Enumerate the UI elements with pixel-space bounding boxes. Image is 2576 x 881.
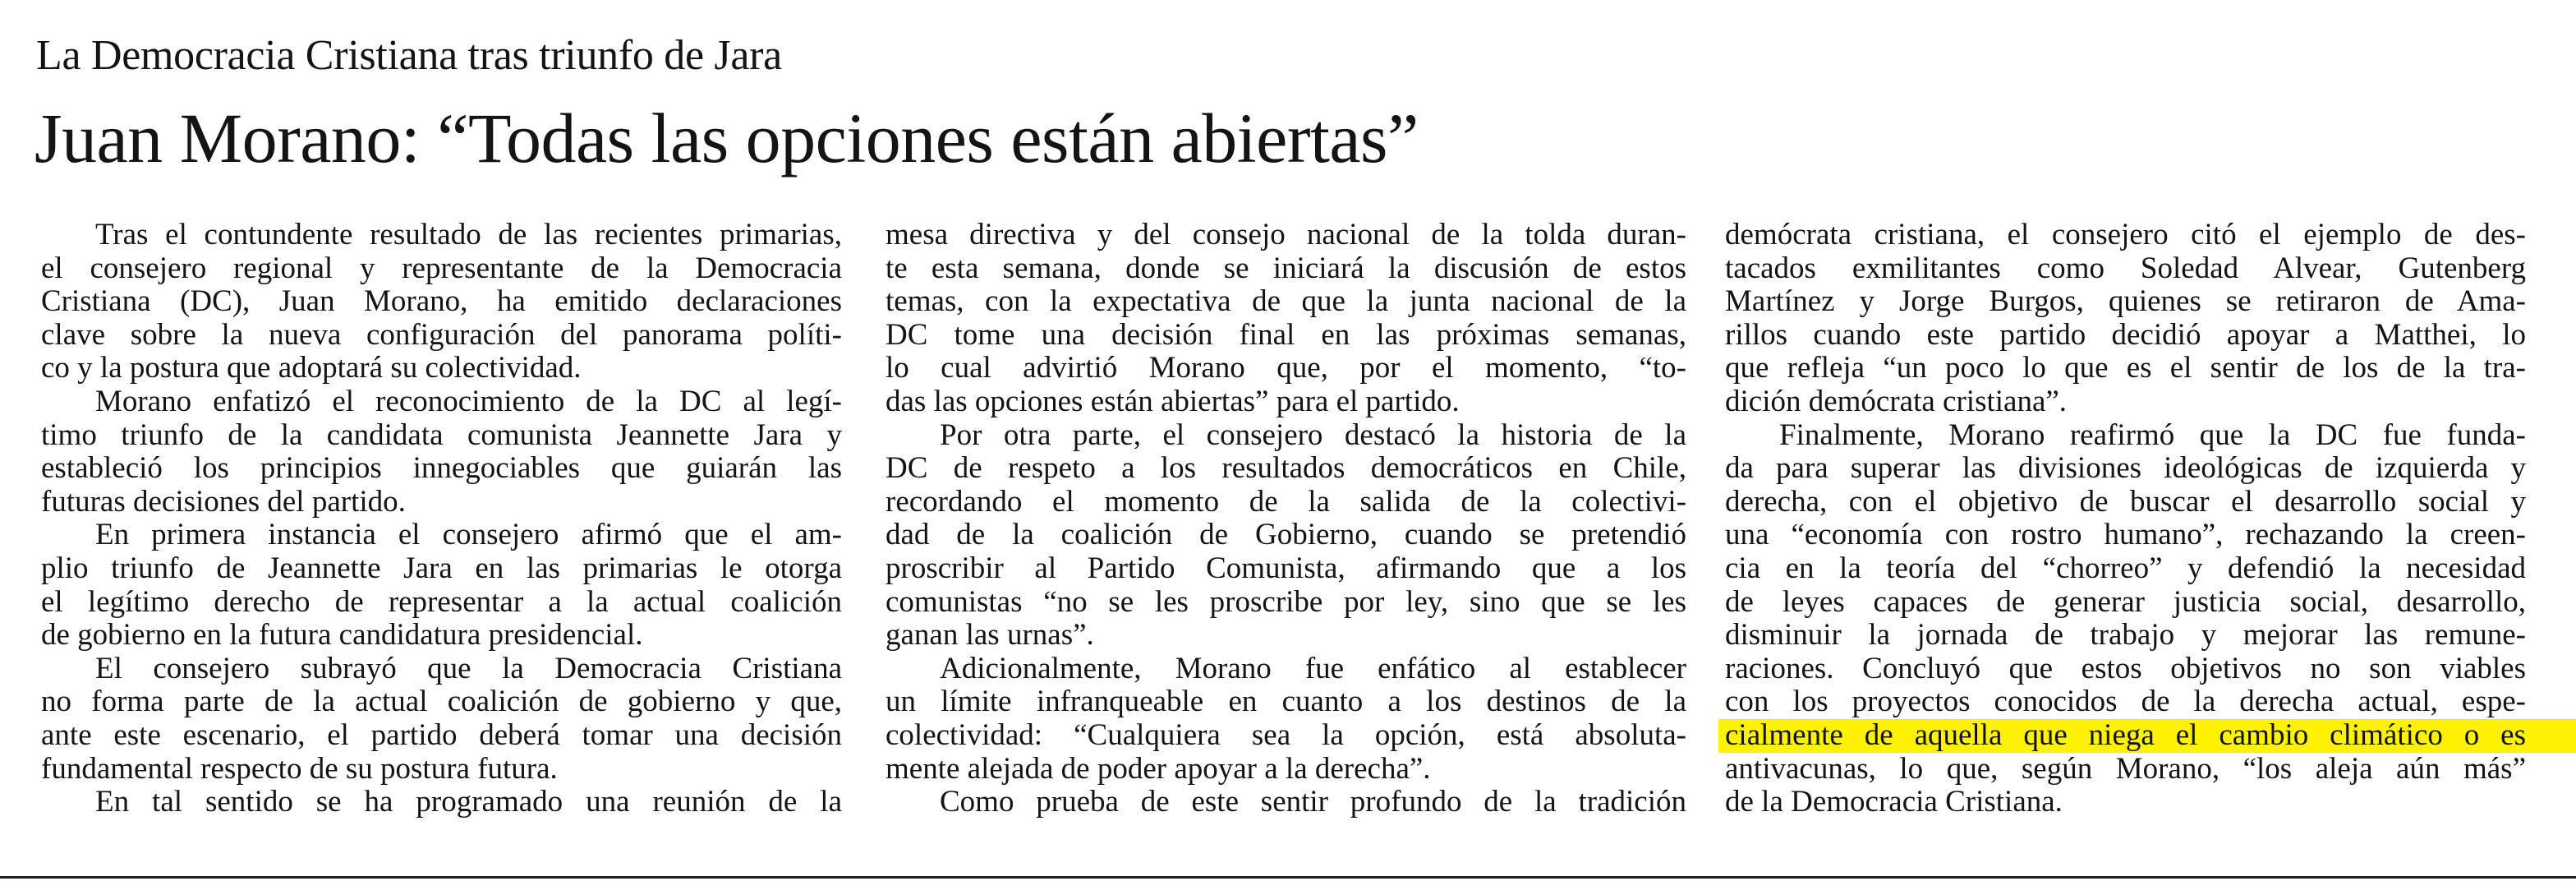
text-line: Cristiana (DC), Juan Morano, ha emitido declaraciones (41, 285, 842, 319)
text-line: dad de la coalición de Gobierno, cuando se pretendió (886, 519, 1686, 552)
article-column-1 (41, 219, 842, 819)
text-line: clave sobre la nueva configuración del panorama políti- (41, 318, 842, 352)
text-line: lo cual advirtió Morano que, por el momento, “to- (886, 352, 1686, 385)
text-line: temas, con la expectativa de que la junta nacional de la (886, 285, 1686, 319)
article-headline: Juan Morano: “Todas las opciones están abiertas” (34, 99, 1419, 178)
bottom-rule (0, 876, 2576, 879)
text-line: En tal sentido se ha programado una reunión de la (95, 786, 842, 819)
text-line: DC tome una decisión final en las próximas semanas, (886, 318, 1686, 352)
text-line: estableció los principios innegociables que guiarán las (41, 452, 842, 486)
text-line: Morano enfatizó el reconocimiento de la DC al legí- (95, 385, 842, 418)
text-line: raciones. Concluyó que estos objetivos no son viables (1725, 652, 2526, 685)
article-column-2 (886, 219, 1686, 819)
article-kicker: La Democracia Cristiana tras triunfo de Jara (36, 32, 782, 79)
text-line: Como prueba de este sentir profundo de la tradición (940, 786, 1686, 819)
text-line: cia en la teoría del “chorreo” y defendió la necesidad (1725, 551, 2526, 585)
text-line: un límite infranqueable en cuanto a los destinos de la (886, 685, 1686, 719)
text-line: mente alejada de poder apoyar a la derecha”. (886, 752, 1431, 786)
text-line: Martínez y Jorge Burgos, quienes se retiraron de Ama- (1725, 285, 2526, 319)
text-line: Tras el contundente resultado de las recientes primarias, (95, 219, 842, 251)
text-line: el legítimo derecho de representar a la actual coalición (41, 585, 842, 619)
text-line: Finalmente, Morano reafirmó que la DC fue funda- (1779, 418, 2526, 452)
text-line: timo triunfo de la candidata comunista Jeannette Jara y (41, 418, 842, 452)
text-line: colectividad: “Cualquiera sea la opción, está absoluta- (886, 718, 1686, 752)
text-line: das las opciones están abiertas” para el partido. (886, 385, 1460, 418)
text-line: recordando el momento de la salida de la colectivi- (886, 485, 1686, 519)
text-line: ante este escenario, el partido deberá tomar una decisión (41, 718, 842, 752)
text-line: demócrata cristiana, el consejero citó el ejemplo de des- (1725, 219, 2526, 251)
text-line: de la Democracia Cristiana. (1725, 786, 2063, 819)
text-line: Por otra parte, el consejero destacó la historia de la (940, 418, 1686, 452)
text-line: co y la postura que adoptará su colectividad. (41, 352, 582, 385)
text-line: mesa directiva y del consejo nacional de la tolda duran- (886, 219, 1686, 251)
highlighted-text-line: cialmente de aquella que niega el cambio climático o es (1718, 719, 2576, 753)
text-line: derecha, con el objetivo de buscar el desarrollo social y (1725, 485, 2526, 519)
article-column-3 (1725, 219, 2526, 819)
text-line: una “economía con rostro humano”, rechazando la creen- (1725, 519, 2526, 552)
text-line: futuras decisiones del partido. (41, 485, 406, 519)
text-line: el consejero regional y representante de la Democracia (41, 251, 842, 285)
text-line: con los proyectos conocidos de la derecha actual, espe- (1725, 685, 2526, 719)
text-line: de leyes capaces de generar justicia social, desarrollo, (1725, 585, 2526, 619)
text-line: plio triunfo de Jeannette Jara en las primarias le otorga (41, 551, 842, 585)
text-line: tacados exmilitantes como Soledad Alvear, Gutenberg (1725, 251, 2526, 285)
text-line: fundamental respecto de su postura futura. (41, 752, 558, 786)
text-line: dición demócrata cristiana”. (1725, 385, 2068, 418)
text-line: proscribir al Partido Comunista, afirmando que a los (886, 551, 1686, 585)
text-line: El consejero subrayó que la Democracia Cristiana (95, 652, 842, 685)
text-line: que refleja “un poco lo que es el sentir de los de la tra- (1725, 352, 2526, 385)
text-line: de gobierno en la futura candidatura presidencial. (41, 619, 643, 653)
text-line: da para superar las divisiones ideológicas de izquierda y (1725, 452, 2526, 486)
text-line: comunistas “no se les proscribe por ley, sino que se les (886, 585, 1686, 619)
text-line: no forma parte de la actual coalición de gobierno y que, (41, 685, 842, 719)
text-line: rillos cuando este partido decidió apoyar a Matthei, lo (1725, 318, 2526, 352)
text-line: DC de respeto a los resultados democráticos en Chile, (886, 452, 1686, 486)
text-line: antivacunas, lo que, según Morano, “los aleja aún más” (1725, 752, 2526, 786)
text-line: disminuir la jornada de trabajo y mejorar las remune- (1725, 619, 2526, 653)
text-line: Adicionalmente, Morano fue enfático al establecer (940, 652, 1686, 685)
text-line: te esta semana, donde se iniciará la discusión de estos (886, 251, 1686, 285)
text-line: ganan las urnas”. (886, 619, 1094, 653)
text-line: En primera instancia el consejero afirmó que el am- (95, 519, 842, 552)
